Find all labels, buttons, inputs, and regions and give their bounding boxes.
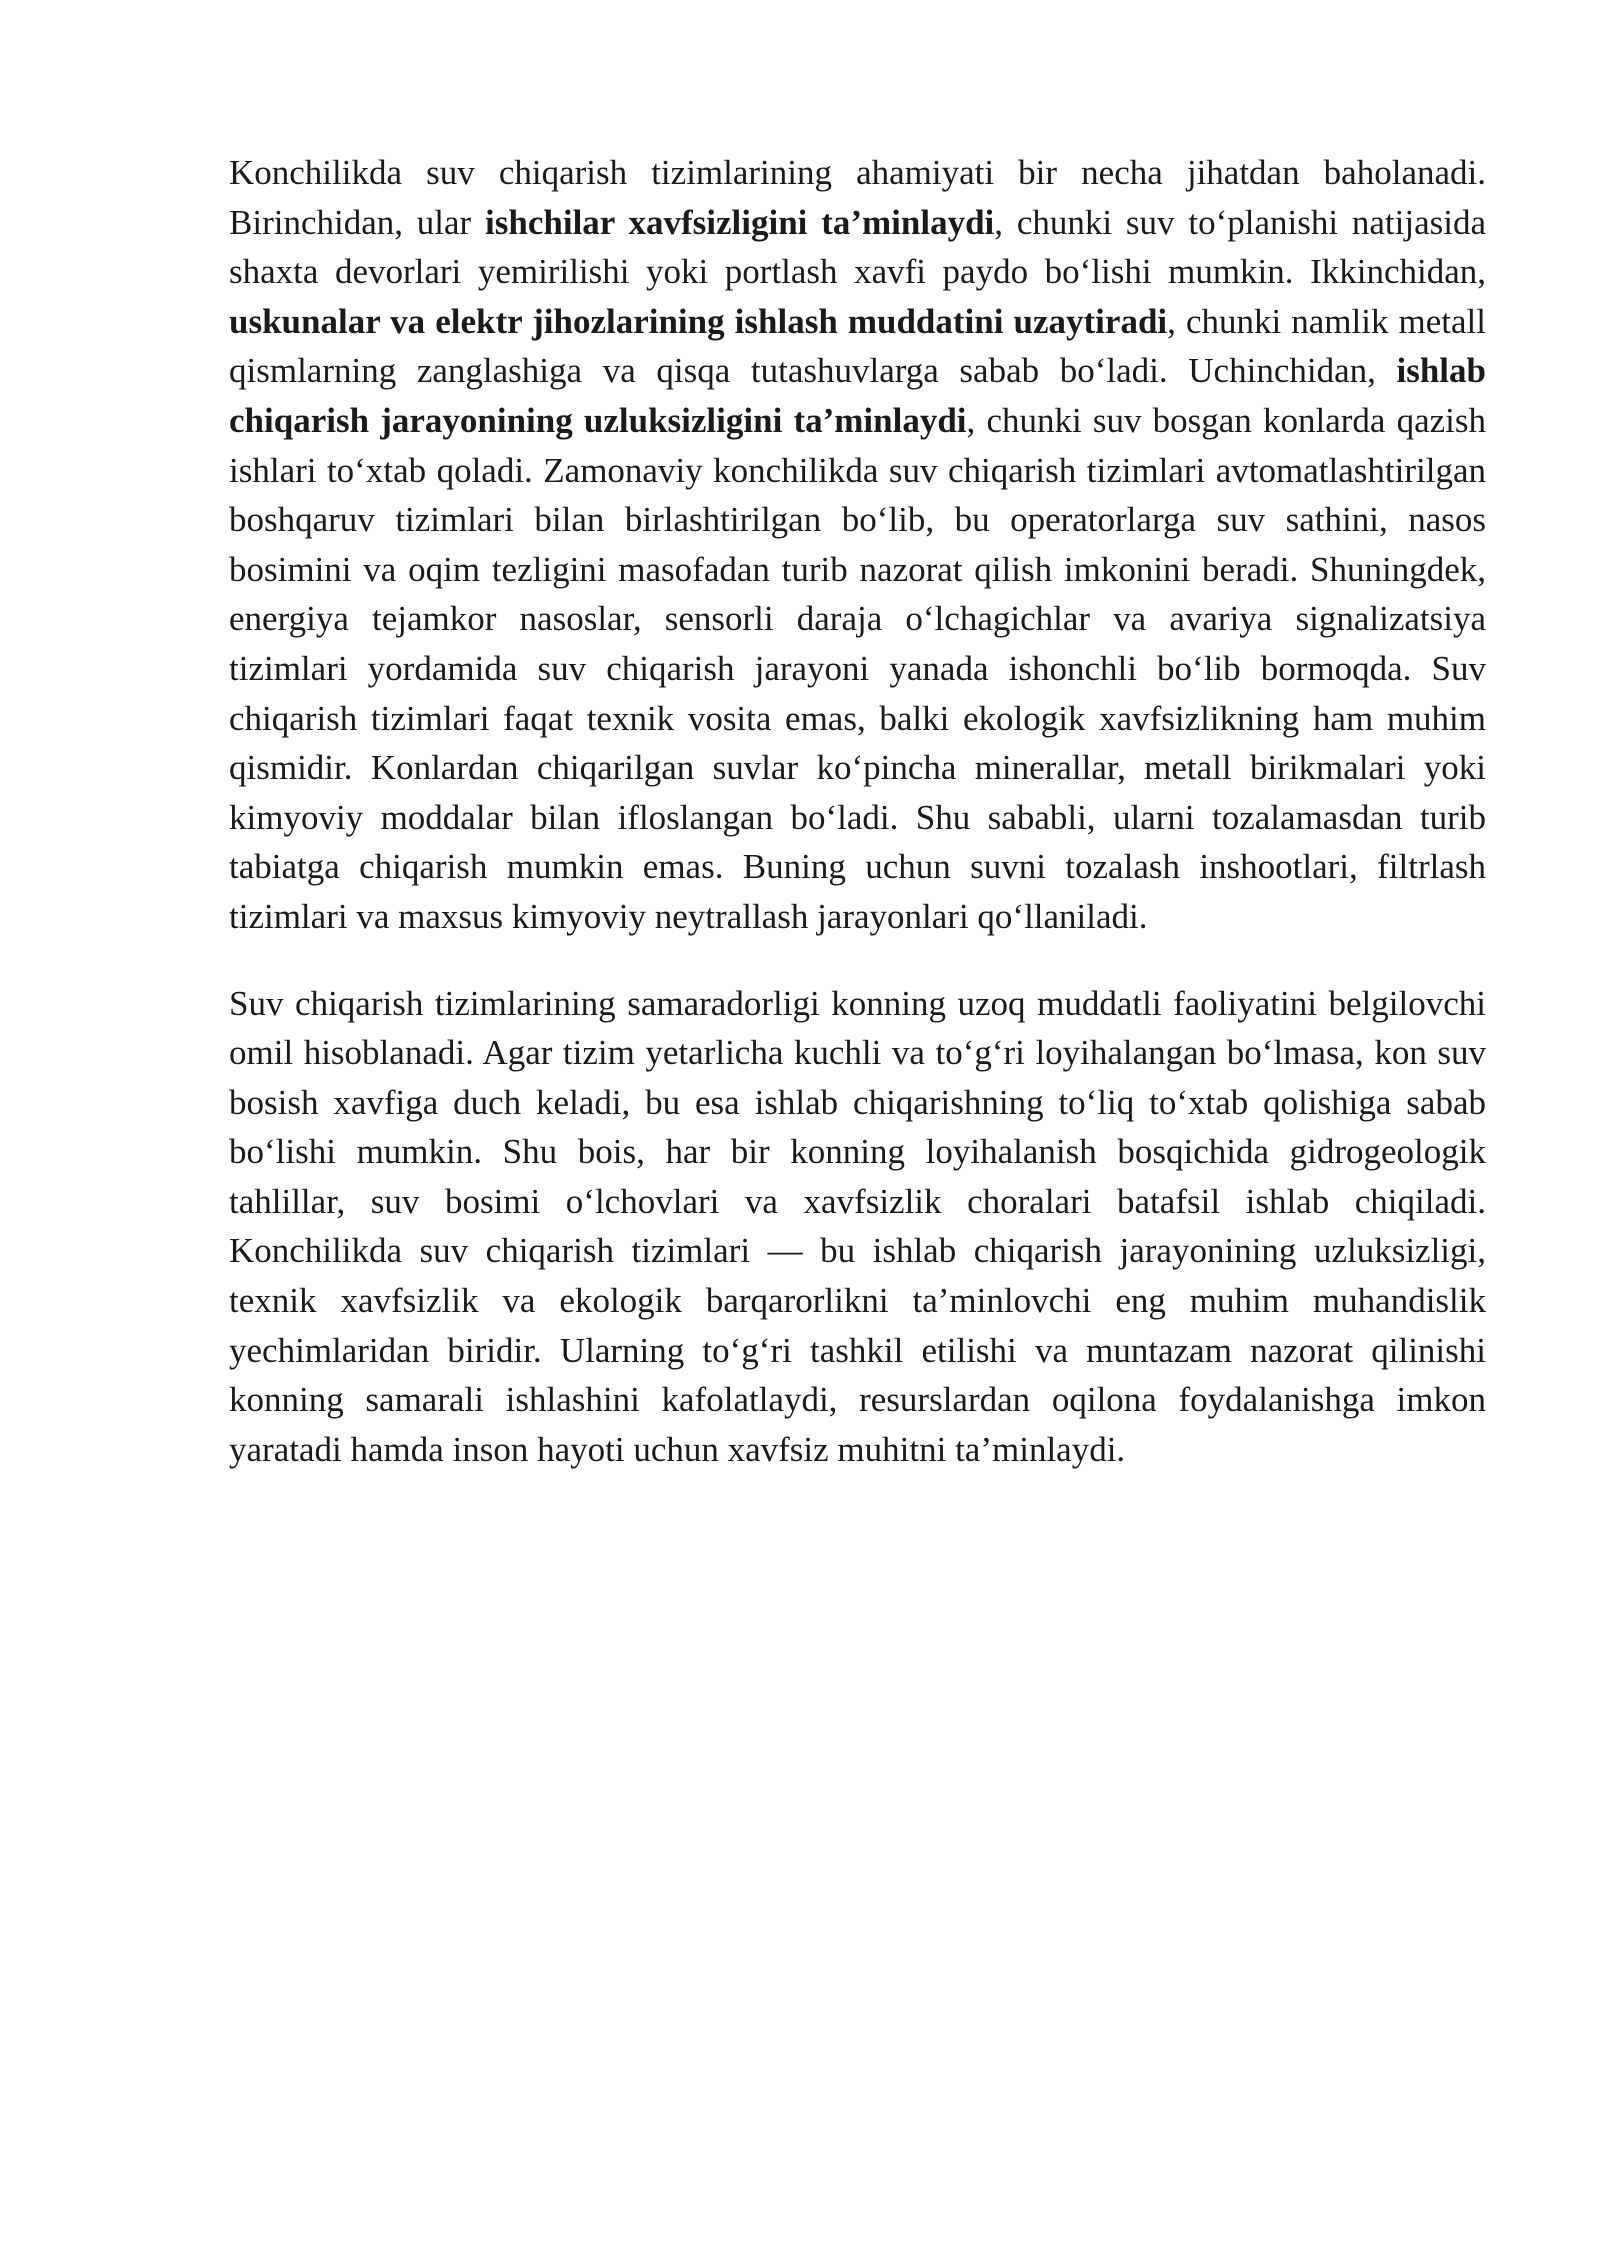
paragraph-1 [229, 148, 1486, 942]
paragraph-2 [229, 979, 1486, 1475]
document-body [229, 148, 1486, 1474]
bold-phrase-production-continuity: ishlab chiqarish jarayonining uzluksizligini ta’minlaydi [229, 351, 1486, 440]
bold-phrase-worker-safety: ishchilar xavfsizligini ta’minlaydi [485, 202, 995, 242]
paragraph-2-text: Suv chiqarish tizimlarining samaradorligi konning uzoq muddatli faoliyatini belgilovchi omil hisoblanadi. Agar tizim yetarlicha kuchli va to‘g‘ri loyihalangan bo‘lmasa, kon suv bosish xavfiga duch keladi, bu esa ishlab chiqarishning to‘liq to‘xtab qolishiga sabab bo‘lishi mumkin. Shu bois, har bir konning loyihalanish bosqichida gidrogeologik tahlillar, suv bosimi o‘lchovlari va xavfsizlik choralari batafsil ishlab chiqiladi. Konchilikda suv chiqarish tizimlari — bu ishlab chiqarish jarayonining uzluksizligi, texnik xavfsizlik va ekologik barqarorlikni ta’minlovchi eng muhim muhandislik yechimlaridan biridir. Ularning to‘g‘ri tashkil etilishi va muntazam nazorat qilinishi konning samarali ishlashini kafolatlaydi, resurslardan oqilona foydalanishga imkon yaratadi hamda inson hayoti uchun xavfsiz muhitni ta’minlaydi. [229, 983, 1486, 1469]
paragraph-1-text: , chunki suv to‘planishi natijasida shaxta devorlari yemirilishi yoki portlash xavfi paydo bo‘lishi mumkin. Ikkinchidan, [229, 202, 1486, 292]
paragraph-1-text: , chunki suv bosgan konlarda qazish ishlari to‘xtab qoladi. Zamonaviy konchilikda suv chiqarish tizimlari avtomatlashtirilgan boshqaruv tizimlari bilan birlashtirilgan bo‘lib, bu operatorlarga suv sathini, nasos bosimini va oqim tezligini masofadan turib nazorat qilish imkonini beradi. Shuningdek, energiya tejamkor nasoslar, sensorli daraja o‘lchagichlar va avariya signalizatsiya tizimlari yordamida suv chiqarish jarayoni yanada ishonchli bo‘lib bormoqda. Suv chiqarish tizimlari faqat texnik vosita emas, balki ekologik xavfsizlikning ham muhim qismidir. Konlardan chiqarilgan suvlar ko‘pincha minerallar, metall birikmalari yoki kimyoviy moddalar bilan ifloslangan bo‘ladi. Shu sababli, ularni tozalamasdan turib tabiatga chiqarish mumkin emas. Buning uchun suvni tozalash inshootlari, filtrlash tizimlari va maxsus kimyoviy neytrallash jarayonlari qo‘llaniladi. [229, 400, 1486, 936]
bold-phrase-equipment-lifetime: uskunalar va elektr jihozlarining ishlash muddatini uzaytiradi [229, 301, 1168, 341]
paragraph-1-text: Konchilikda suv chiqarish tizimlarining ahamiyati bir necha jihatdan baholanadi. Birinchidan, ular [229, 153, 1486, 242]
paragraph-1-text: , chunki namlik metall qismlarning zanglashiga va qisqa tutashuvlarga sabab bo‘ladi. Uchinchidan, [229, 301, 1486, 391]
